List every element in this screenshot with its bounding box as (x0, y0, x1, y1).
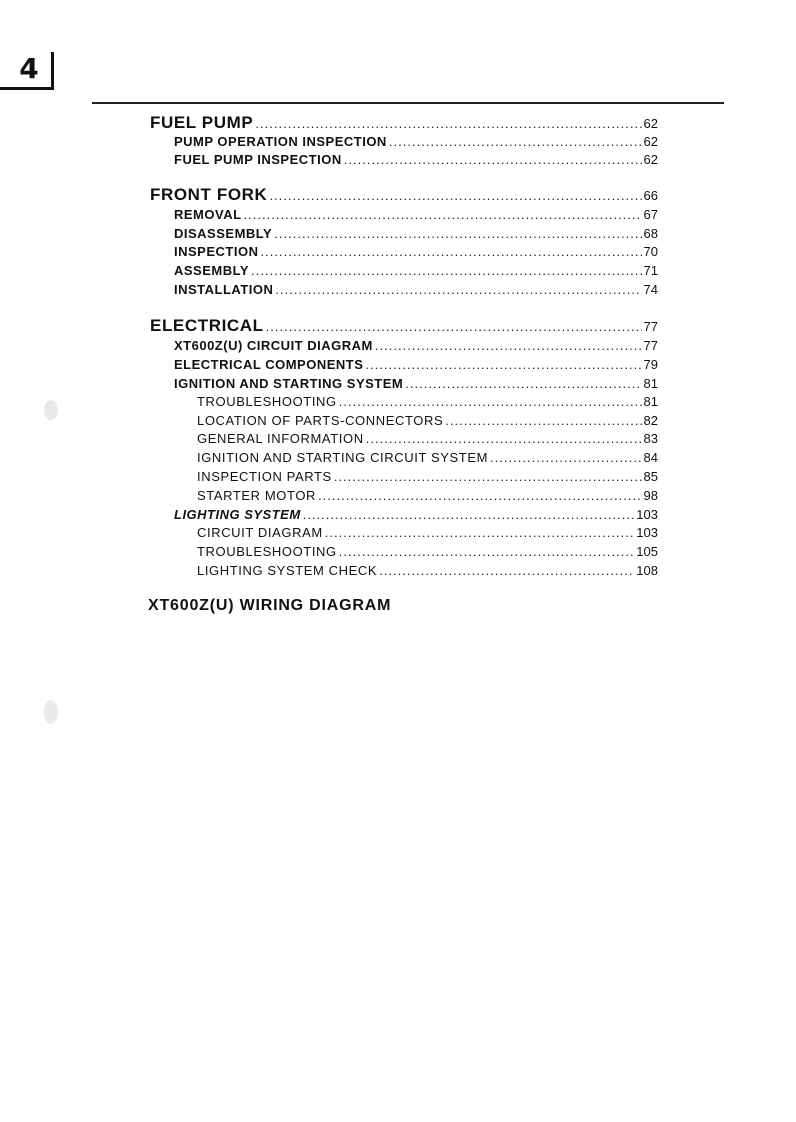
toc-entry-label: CIRCUIT DIAGRAM (197, 525, 323, 540)
toc-entry-page: 66 (643, 188, 658, 203)
toc-entry-label: ELECTRICAL (150, 316, 264, 335)
leader-dots (275, 282, 641, 297)
leader-dots (255, 116, 641, 131)
toc-entry-label: INSPECTION PARTS (197, 469, 332, 484)
toc-entry-label: IGNITION AND STARTING SYSTEM (174, 376, 404, 391)
toc-entry-page: 105 (636, 544, 658, 559)
leader-dots (339, 394, 642, 409)
toc-entry-lighting-circuit-diagram[interactable] (197, 525, 658, 540)
leader-dots (445, 413, 641, 428)
leader-dots (244, 207, 642, 222)
toc-entry-label: REMOVAL (174, 207, 242, 222)
toc-entry-label: LOCATION OF PARTS-CONNECTORS (197, 413, 444, 428)
toc-entry-label: FUEL PUMP INSPECTION (174, 152, 342, 167)
leader-dots (405, 376, 641, 391)
toc-entry-circuit-diagram[interactable] (174, 338, 658, 353)
toc-entry-disassembly[interactable] (174, 226, 658, 241)
toc-entry-label: INSPECTION (174, 244, 259, 259)
toc-entry-page: 62 (643, 134, 658, 149)
toc-entry-inspection[interactable] (174, 244, 658, 259)
toc-entry-page: 108 (636, 563, 658, 578)
toc-entry-pump-operation-inspection[interactable] (174, 134, 658, 149)
leader-dots (344, 152, 642, 167)
toc-entry-page: 83 (643, 431, 658, 446)
toc-entry-label: STARTER MOTOR (197, 488, 317, 503)
toc-entry-general-information[interactable] (197, 431, 658, 446)
leader-dots (303, 507, 635, 522)
toc-entry-page: 71 (643, 263, 658, 278)
toc-entry-inspection-parts[interactable] (197, 469, 658, 484)
leader-dots (266, 319, 642, 334)
toc-entry-page: 84 (643, 450, 658, 465)
toc-entry-fuel-pump[interactable] (150, 113, 658, 133)
toc-entry-label: INSTALLATION (174, 282, 274, 297)
leader-dots (274, 226, 641, 241)
leader-dots (389, 134, 642, 149)
toc-entry-installation[interactable] (174, 282, 658, 297)
toc-entry-label: FUEL PUMP (150, 113, 254, 132)
leader-dots (318, 488, 642, 503)
toc-entry-ignition-circuit[interactable] (197, 450, 658, 465)
toc-entry-assembly[interactable] (174, 263, 658, 278)
toc-entry-page: 62 (643, 116, 658, 131)
chapter-number: 4 (19, 52, 39, 85)
toc-entry-page: 82 (643, 413, 658, 428)
toc-entry-location-of-parts[interactable] (197, 413, 658, 428)
toc-entry-label: PUMP OPERATION INSPECTION (174, 134, 387, 149)
toc-entry-page: 79 (643, 357, 658, 372)
toc-entry-page: 74 (643, 282, 658, 297)
toc-entry-label: LIGHTING SYSTEM CHECK (197, 563, 378, 578)
leader-dots (366, 431, 642, 446)
toc-entry-label: FRONT FORK (150, 185, 268, 204)
toc-entry-lighting-system-check[interactable] (197, 563, 658, 578)
toc-entry-fuel-pump-inspection[interactable] (174, 152, 658, 167)
leader-dots (339, 544, 635, 559)
leader-dots (379, 563, 634, 578)
toc-entry-lighting-system[interactable] (174, 507, 658, 522)
toc-entry-troubleshooting[interactable] (197, 394, 658, 409)
leader-dots (490, 450, 642, 465)
toc-entry-page: 62 (643, 152, 658, 167)
toc-entry-page: 77 (643, 338, 658, 353)
toc-entry-removal[interactable] (174, 207, 658, 222)
toc-entry-page: 67 (643, 207, 658, 222)
toc-entry-page: 103 (636, 507, 658, 522)
toc-entry-label: ASSEMBLY (174, 263, 250, 278)
toc-entry-page: 77 (643, 319, 658, 334)
toc-entry-page: 81 (643, 376, 658, 391)
leader-dots (375, 338, 642, 353)
toc-entry-lighting-troubleshooting[interactable] (197, 544, 658, 559)
toc-entry-front-fork[interactable] (150, 185, 658, 205)
leader-dots (334, 469, 642, 484)
toc-entry-page: 103 (636, 525, 658, 540)
toc-entry-label: TROUBLESHOOTING (197, 544, 337, 559)
leader-dots (251, 263, 641, 278)
toc-entry-label: XT600Z(U) CIRCUIT DIAGRAM (174, 338, 373, 353)
toc-entry-label: GENERAL INFORMATION (197, 431, 364, 446)
leader-dots (325, 525, 635, 540)
wiring-diagram-heading[interactable]: XT600Z(U) WIRING DIAGRAM (148, 597, 392, 614)
toc-entry-page: 70 (643, 244, 658, 259)
toc-entry-ignition-starting-system[interactable] (174, 376, 658, 391)
toc-entry-electrical-components[interactable] (174, 357, 658, 372)
toc-entry-electrical[interactable] (150, 316, 658, 336)
toc-entry-label: ELECTRICAL COMPONENTS (174, 357, 364, 372)
leader-dots (269, 188, 641, 203)
toc-entry-page: 85 (643, 469, 658, 484)
toc-entry-page: 81 (643, 394, 658, 409)
toc-entry-page: 68 (643, 226, 658, 241)
toc-entry-label: DISASSEMBLY (174, 226, 273, 241)
toc-entry-starter-motor[interactable] (197, 488, 658, 503)
toc-entry-label: IGNITION AND STARTING CIRCUIT SYSTEM (197, 450, 489, 465)
toc-entry-label: LIGHTING SYSTEM (174, 507, 301, 522)
toc-entry-page: 98 (643, 488, 658, 503)
toc-entry-label: TROUBLESHOOTING (197, 394, 337, 409)
leader-dots (260, 244, 641, 259)
leader-dots (365, 357, 641, 372)
